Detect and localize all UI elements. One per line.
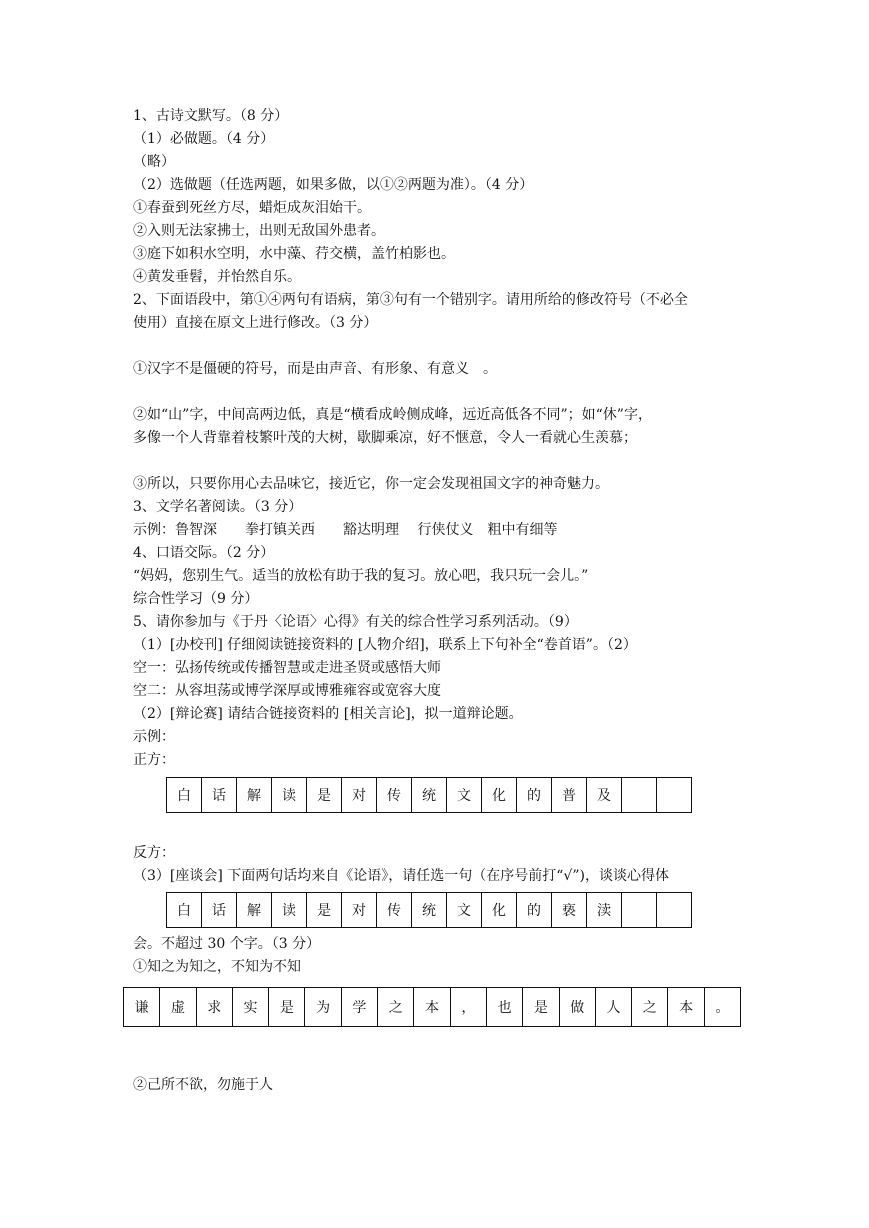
grid-cell: 统 bbox=[412, 893, 447, 928]
grid-cell: 之 bbox=[632, 988, 668, 1027]
q3-heading: 3、文学名著阅读。（3 分） bbox=[133, 499, 303, 515]
q5-blank1: 空一：弘扬传统或传播智慧或走进圣贤或感悟大师 bbox=[133, 660, 441, 676]
q5-heading: 5、请你参加与《于丹〈论语〉心得》有关的综合性学习系列活动。（9） bbox=[133, 614, 578, 630]
q2-sentence-3: ③所以，只要你用心去品味它，接近它，你一定会发现祖国文字的神奇魅力。 bbox=[133, 476, 609, 492]
grid-cell: 是 bbox=[307, 893, 342, 928]
grid-cell: 谦 bbox=[124, 988, 160, 1027]
grid-cell: 白 bbox=[167, 778, 202, 813]
grid-cell: 是 bbox=[269, 988, 305, 1027]
option-2: ②己所不欲，勿施于人 bbox=[133, 1077, 273, 1093]
grid-cell: 读 bbox=[272, 893, 307, 928]
q2-heading-cont: 使用）直接在原文上进行修改。（3 分） bbox=[133, 315, 378, 331]
grid-cell bbox=[622, 893, 657, 928]
q2-heading: 2、下面语段中，第①④两句有语病，第③句有一个错别字。请用所给的修改符号（不必全 bbox=[133, 292, 688, 308]
q4-answer: “妈妈，您别生气。适当的放松有助于我的复习。放心吧，我只玩一会儿。” bbox=[133, 568, 589, 584]
grid-cell: 是 bbox=[523, 988, 559, 1027]
grid-cell: 本 bbox=[414, 988, 450, 1027]
grid-cell: 及 bbox=[587, 778, 622, 813]
grid-cell: 解 bbox=[237, 893, 272, 928]
grid-cell: 解 bbox=[237, 778, 272, 813]
grid-cell: 化 bbox=[482, 893, 517, 928]
grid-cell: 实 bbox=[232, 988, 268, 1027]
grid-cell: 本 bbox=[668, 988, 704, 1027]
q5-part1: （1）[办校刊] 仔细阅读链接资料的 [人物介绍]，联系上下句补全“卷首语”。（2） bbox=[133, 637, 637, 653]
grid-cell: 之 bbox=[378, 988, 414, 1027]
section-heading: 综合性学习（9 分） bbox=[133, 591, 259, 607]
grid-cell: 虚 bbox=[160, 988, 196, 1027]
grid-cell bbox=[657, 893, 692, 928]
grid-cell: 对 bbox=[342, 893, 377, 928]
grid-cell: 话 bbox=[202, 778, 237, 813]
answer-line: ③庭下如积水空明，水中藻、荇交横，盖竹柏影也。 bbox=[133, 246, 455, 262]
grid-cell: 也 bbox=[486, 988, 522, 1027]
grid-cell: 文 bbox=[447, 778, 482, 813]
grid-cell: 求 bbox=[196, 988, 232, 1027]
grid-cell: 渎 bbox=[587, 893, 622, 928]
grid-cell: 传 bbox=[377, 893, 412, 928]
example-label: 示例： bbox=[133, 729, 175, 745]
q5-part2: （2）[辩论赛] 请结合链接资料的 [相关言论]，拟一道辩论题。 bbox=[133, 706, 523, 722]
grid-cell: ， bbox=[450, 988, 486, 1027]
grid-cell: 亵 bbox=[552, 893, 587, 928]
grid-cell: 人 bbox=[595, 988, 631, 1027]
grid-cell bbox=[657, 778, 692, 813]
grid-cell: 是 bbox=[307, 778, 342, 813]
q1-part1: （1）必做题。（4 分） bbox=[133, 131, 275, 147]
pro-label: 正方： bbox=[133, 752, 175, 768]
q2-sentence-1: ①汉字不是僵硬的符号，而是由声音、有形象、有意义 。 bbox=[133, 361, 497, 377]
grid-cell: 白 bbox=[167, 893, 202, 928]
grid-cell bbox=[622, 778, 657, 813]
q5-part3-cont: 会。不超过 30 个字。（3 分） bbox=[133, 936, 321, 952]
grid-cell: 统 bbox=[412, 778, 447, 813]
grid-cell: 。 bbox=[704, 988, 740, 1027]
q1-part2: （2）选做题（任选两题，如果多做，以①②两题为准）。（4 分） bbox=[133, 177, 534, 193]
grid-cell: 对 bbox=[342, 778, 377, 813]
grid-cell: 做 bbox=[559, 988, 595, 1027]
grid-cell: 的 bbox=[517, 893, 552, 928]
q5-blank2: 空二：从容坦荡或博学深厚或博雅雍容或宽容大度 bbox=[133, 683, 441, 699]
grid-cell: 化 bbox=[482, 778, 517, 813]
grid-cell: 文 bbox=[447, 893, 482, 928]
con-label: 反方： bbox=[133, 845, 175, 861]
answer-line: ②入则无法家拂士，出则无敌国外患者。 bbox=[133, 223, 385, 239]
q1-omitted: （略） bbox=[133, 154, 175, 170]
grid-cell: 普 bbox=[552, 778, 587, 813]
reflection-answer-grid bbox=[123, 987, 741, 1027]
q4-heading: 4、口语交际。（2 分） bbox=[133, 545, 275, 561]
grid-cell: 的 bbox=[517, 778, 552, 813]
q3-example: 示例：鲁智深 拳打镇关西 豁达明理 行侠仗义 粗中有细等 bbox=[133, 522, 558, 538]
grid-cell: 学 bbox=[341, 988, 377, 1027]
pro-answer-grid bbox=[166, 777, 692, 813]
q2-sentence-2-cont: 多像一个人背靠着枝繁叶茂的大树，歇脚乘凉，好不惬意，令人一看就心生羡慕； bbox=[133, 430, 637, 446]
con-answer-grid bbox=[166, 892, 692, 928]
option-1: ①知之为知之，不知为不知 bbox=[133, 959, 301, 975]
q2-sentence-2: ②如“山”字，中间高两边低，真是“横看成岭侧成峰，远近高低各不同”；如“休”字， bbox=[133, 407, 652, 423]
answer-line: ①春蚕到死丝方尽，蜡炬成灰泪始干。 bbox=[133, 200, 371, 216]
grid-cell: 话 bbox=[202, 893, 237, 928]
answer-line: ④黄发垂髫，并怡然自乐。 bbox=[133, 269, 301, 285]
grid-cell: 读 bbox=[272, 778, 307, 813]
q1-heading: 1、古诗文默写。（8 分） bbox=[133, 108, 289, 124]
q5-part3: （3）[座谈会] 下面两句话均来自《论语》，请任选一句（在序号前打“√”)，谈谈心得体 bbox=[133, 868, 669, 884]
grid-cell: 传 bbox=[377, 778, 412, 813]
grid-cell: 为 bbox=[305, 988, 341, 1027]
